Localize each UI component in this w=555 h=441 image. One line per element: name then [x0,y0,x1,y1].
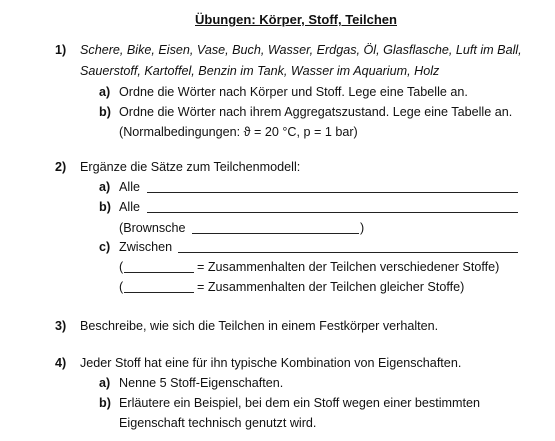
worksheet-title: Übungen: Körper, Stoff, Teilchen [195,12,397,27]
task-2a-answer-line[interactable] [147,192,518,193]
task-4b-text-line-2: Eigenschaft technisch genutzt wird. [119,416,317,430]
task-4b-label: b) [99,396,111,410]
task-4b-text-line-1: Erläutere ein Beispiel, bei dem ein Stoff wegen einer bestimmten [119,396,480,410]
task-2a-label: a) [99,180,111,194]
task-1b-text: Ordne die Wörter nach ihrem Aggregatszustand. Lege eine Tabelle an. [119,105,513,119]
task-3-text: Beschreibe, wie sich die Teilchen in einem Festkörper verhalten. [80,319,439,333]
task-2b-label: b) [99,200,111,214]
brownsche-answer-line[interactable] [192,233,359,234]
task-4-number: 4) [55,356,67,370]
task-4a-label: a) [99,376,111,390]
adhesion-open-paren: ( [119,260,124,274]
task-4a-text: Nenne 5 Stoff-Eigenschaften. [119,376,284,390]
task-2b-answer-line[interactable] [147,212,518,213]
adhesion-definition: = Zusammenhalten der Teilchen verschiedener Stoffe) [197,260,500,274]
task-2a-start-word: Alle [119,180,140,194]
task-3-number: 3) [55,319,67,333]
cohesion-definition: = Zusammenhalten der Teilchen gleicher Stoffe) [197,280,465,294]
cohesion-answer-line[interactable] [124,292,194,293]
task-2c-label: c) [99,240,111,254]
task-4-text: Jeder Stoff hat eine für ihn typische Kombination von Eigenschaften. [80,356,462,370]
cohesion-open-paren: ( [119,280,124,294]
task-1-word-list-line-1: Schere, Bike, Eisen, Vase, Buch, Wasser, Erdgas, Öl, Glasflasche, Luft im Ball, [80,43,522,57]
brownsche-open-text: (Brownsche [119,221,186,235]
task-1-number: 1) [55,43,67,57]
task-1b-label: b) [99,105,111,119]
task-2c-answer-line[interactable] [178,252,518,253]
task-2-number: 2) [55,160,67,174]
task-2-intro: Ergänze die Sätze zum Teilchenmodell: [80,160,301,174]
brownsche-close-text: ) [360,221,365,235]
task-2c-start-word: Zwischen [119,240,173,254]
task-2b-start-word: Alle [119,200,140,214]
task-1a-label: a) [99,85,111,99]
task-1a-text: Ordne die Wörter nach Körper und Stoff. Lege eine Tabelle an. [119,85,468,99]
task-1b-note: (Normalbedingungen: ϑ = 20 °C, p = 1 bar) [119,125,358,139]
task-1-word-list-line-2: Sauerstoff, Kartoffel, Benzin im Tank, Wasser im Aquarium, Holz [80,64,440,78]
adhesion-answer-line[interactable] [124,272,194,273]
